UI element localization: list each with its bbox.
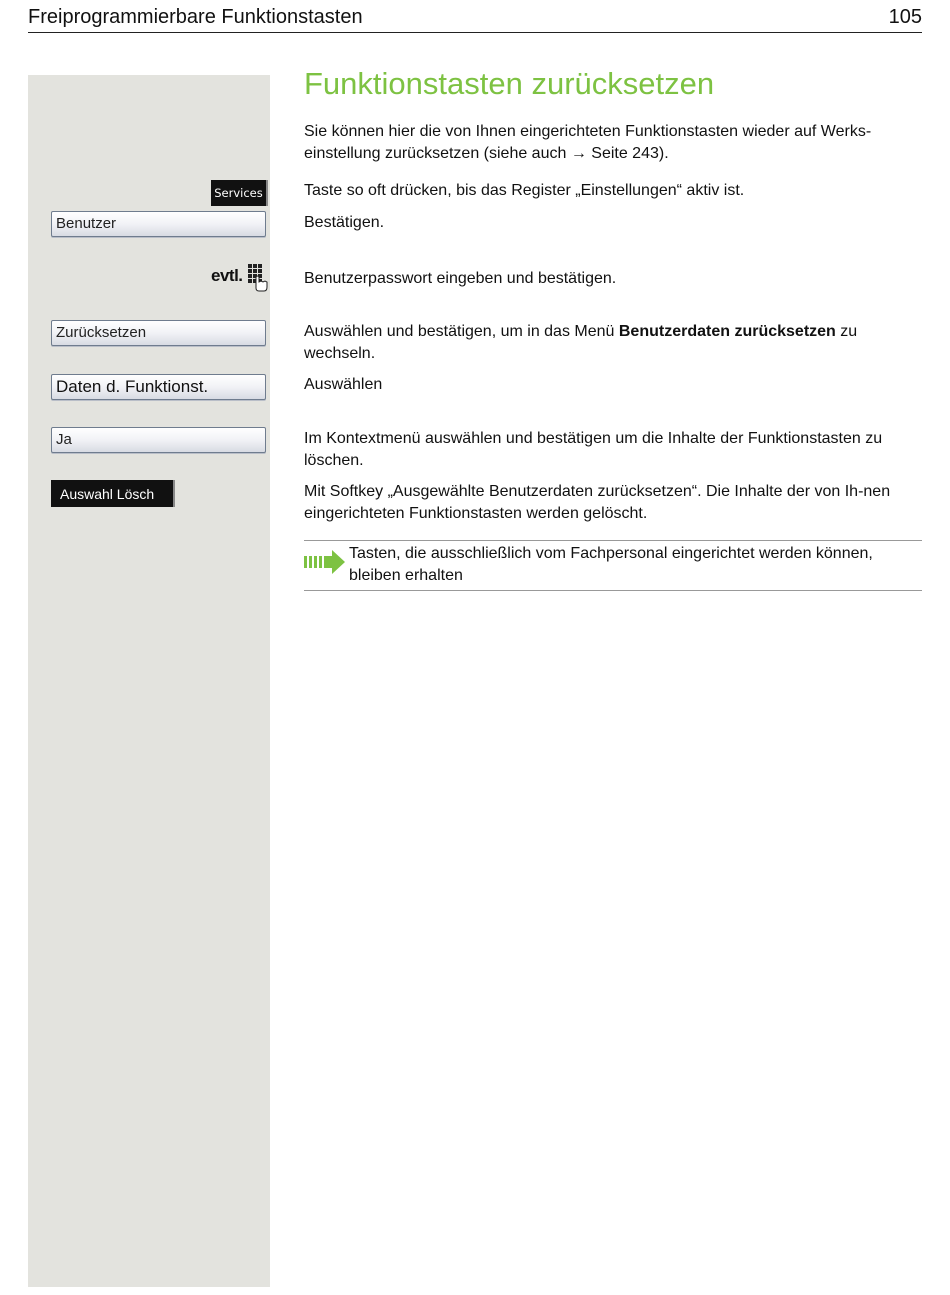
header-rule	[28, 32, 922, 33]
note-rule-bottom	[304, 590, 922, 591]
step-softkey-text: Mit Softkey „Ausgewählte Benutzerdaten zurücksetzen“. Die Inhalte der von Ih-nen eingerichteten Funktionstasten werden gelöscht.	[304, 483, 891, 522]
ja-button[interactable]: Ja	[51, 427, 266, 453]
services-softkey[interactable]: Services	[211, 180, 268, 206]
step-password-text: Benutzerpasswort eingeben und bestätigen.	[304, 270, 617, 287]
evtl-label: evtl.	[211, 266, 243, 285]
auswahl-loesch-softkey[interactable]: Auswahl Lösch	[51, 480, 175, 507]
step-zuruecksetzen-post: zu wechseln.	[304, 323, 858, 362]
sidebar-panel	[28, 75, 270, 1287]
step-zuruecksetzen-text	[304, 321, 922, 364]
step-confirm-text: Bestätigen.	[304, 214, 385, 231]
note-text: Tasten, die ausschließlich vom Fachpersonal eingerichtet werden können, bleiben erhalten	[349, 545, 873, 584]
step-services-text: Taste so oft drücken, bis das Register „Einstellungen“ aktiv ist.	[304, 182, 745, 199]
section-title: Funktionstasten zurücksetzen	[304, 66, 715, 101]
green-arrow-note-icon	[304, 549, 346, 575]
page-number: 105	[888, 6, 922, 28]
step-zuruecksetzen-pre: Auswählen und bestätigen, um in das Menü	[304, 323, 619, 340]
running-header-title: Freiprogrammierbare Funktionstasten	[28, 6, 363, 28]
step-select-text: Auswählen	[304, 376, 383, 393]
benutzer-button[interactable]: Benutzer	[51, 211, 266, 237]
step-context-menu-text: Im Kontextmenü auswählen und bestätigen um die Inhalte der Funktionstasten zu löschen.	[304, 430, 883, 469]
zuruecksetzen-button[interactable]: Zurücksetzen	[51, 320, 266, 346]
keypad-icon	[248, 264, 268, 292]
note-rule-top	[304, 540, 922, 541]
menu-name-bold: Benutzerdaten zurücksetzen	[618, 323, 836, 340]
daten-funktionst-button[interactable]: Daten d. Funktionst.	[51, 374, 266, 400]
intro-text: Sie können hier die von Ihnen eingerichteten Funktionstasten wieder auf Werks-einstellung zurücksetzen (siehe auch → Seite 243).	[304, 123, 872, 162]
